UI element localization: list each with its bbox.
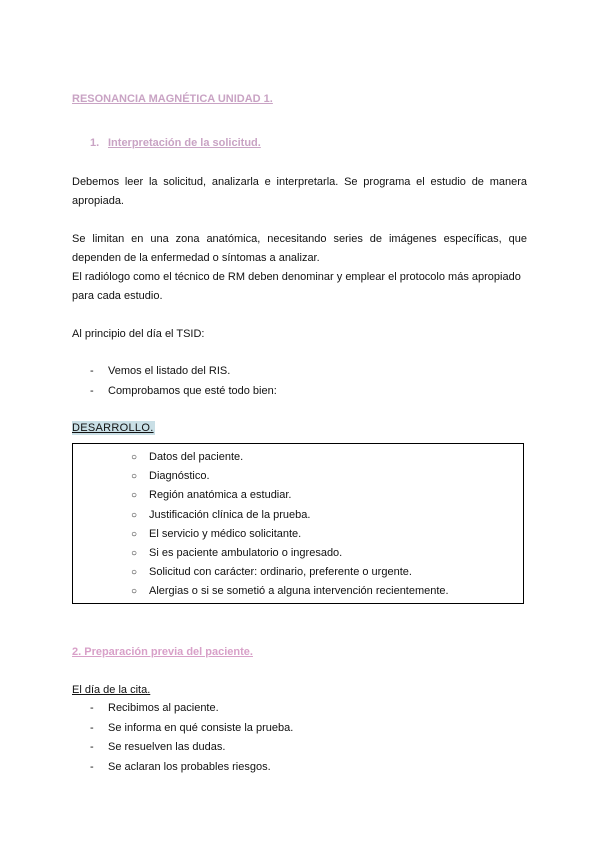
circle-bullet-icon: ○ [131,452,138,463]
list-item: - Se aclaran los probables riesgos. [90,758,293,778]
circle-bullet-icon: ○ [131,567,138,579]
list-item: - Se informa en qué consiste la prueba. [90,719,293,739]
circle-bullet-icon: ○ [131,490,138,502]
list-item: ○ Justificación clínica de la prueba. [131,506,449,525]
paragraph-start-of-day: Al principio del día el TSID: [72,328,205,340]
list-item: ○ Si es paciente ambulatorio o ingresado. [131,544,449,563]
dash-bullet: - [90,365,94,377]
request-contents-list [131,448,449,602]
list-item: - Vemos el listado del RIS. [90,362,277,382]
circle-bullet-icon: ○ [131,528,138,540]
dash-bullet: - [90,741,94,753]
request-contents-box [72,443,524,604]
appointment-day-subheading: El día de la cita. [72,684,151,696]
tsid-checklist [90,362,277,401]
circle-bullet-icon: ○ [131,586,138,598]
appointment-steps-list [90,699,293,777]
list-item: - Se resuelven las dudas. [90,738,293,758]
paragraph-read-request: Debemos leer la solicitud, analizarla e interpretarla. Se programa el estudio de manera apropiada. [72,176,527,207]
list-item: - Comprobamos que esté todo bien: [90,382,277,402]
dash-bullet: - [90,760,94,773]
list-item: ○ Datos del paciente. [131,448,449,467]
desarrollo-label: DESARROLLO. [72,422,154,434]
list-item: ○ Alergias o si se sometió a alguna intervención recientemente. [131,582,449,601]
paragraph-radiologist-protocol: El radiólogo como el técnico de RM deben denominar y emplear el protocolo más apropiado para cada estudio. [72,271,521,302]
list-item: ○ Solicitud con carácter: ordinario, preferente o urgente. [131,563,449,582]
circle-bullet-icon: ○ [131,471,138,483]
list-item: ○ Región anatómica a estudiar. [131,486,449,505]
list-item: - Recibimos al paciente. [90,699,293,719]
list-item: ○ Diagnóstico. [131,467,449,486]
section-1-number: 1. [90,137,100,149]
section-2-heading: 2. Preparación previa del paciente. [72,646,253,658]
document-title: RESONANCIA MAGNÉTICA UNIDAD 1. [72,93,273,105]
circle-bullet-icon: ○ [131,547,138,559]
list-item: ○ El servicio y médico solicitante. [131,525,449,544]
section-1-title: Interpretación de la solicitud. [108,137,261,149]
section-1-heading [90,137,261,149]
dash-bullet: - [90,721,94,734]
circle-bullet-icon: ○ [131,509,138,521]
dash-bullet: - [90,384,94,397]
paragraph-anatomic-zone: Se limitan en una zona anatómica, necesitando series de imágenes específicas, que dependen de la enfermedad o síntomas a analizar. [72,233,527,264]
dash-bullet: - [90,702,94,714]
